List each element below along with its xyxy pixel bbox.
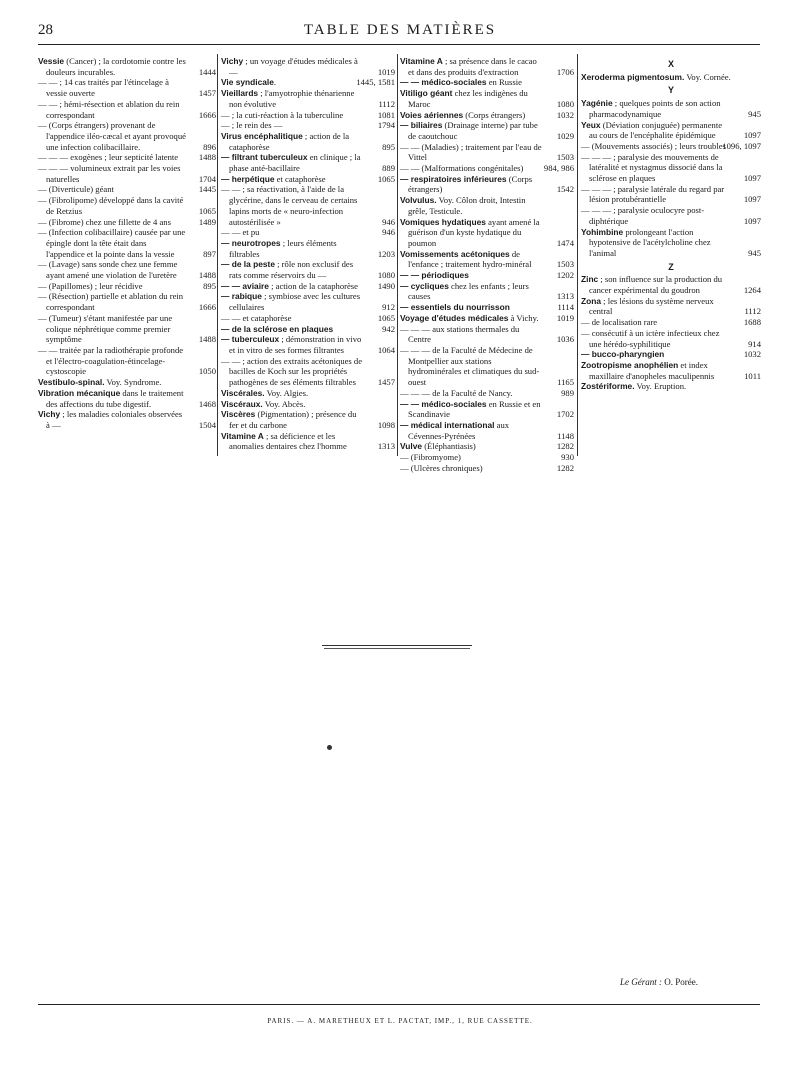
- index-entry: [581, 296, 761, 317]
- page-reference: 889: [382, 163, 395, 174]
- page-reference: 1011: [744, 370, 761, 381]
- entry-text: — — — de la Faculté de Nancy.: [400, 387, 513, 398]
- entry-heading: Voyage d'études médicales: [400, 312, 509, 323]
- page-reference: 1488: [198, 270, 216, 281]
- entry-heading: Vichy: [38, 409, 61, 420]
- page-reference: 1203: [377, 248, 395, 259]
- column-divider: [397, 54, 398, 456]
- page-reference: 1444: [198, 66, 216, 77]
- entry-text: — — — de la Faculté de Médecine de Montpellier aux stations hydrominérales et climatiques du sud-ouest: [400, 344, 540, 388]
- index-entry: [38, 281, 216, 292]
- page-reference: 930: [561, 452, 574, 463]
- page-reference: 1488: [198, 334, 216, 345]
- page-reference: 1688: [743, 317, 761, 328]
- entry-text: — — — volumineux extrait par les voies naturelles: [38, 163, 181, 184]
- header-rule: [38, 44, 760, 45]
- entry-heading: Vichy: [221, 56, 244, 66]
- entry-heading: Viscères: [221, 409, 256, 420]
- page-reference: 1666: [198, 302, 216, 313]
- index-entry: [400, 110, 574, 121]
- index-entry: [221, 88, 395, 109]
- page-number: 28: [38, 22, 53, 38]
- index-entry: [581, 141, 761, 152]
- entry-heading: Viscéraux.: [221, 398, 263, 409]
- entry-text: Voy. Abcès.: [262, 398, 306, 409]
- entry-text: — — ; action des extraits acétoniques de bacilles de Koch sur les propriétés pathogènes de ses éléments filtrables: [221, 355, 363, 388]
- page-reference: 1504: [198, 419, 216, 430]
- page-reference: 1468: [198, 398, 216, 409]
- entry-heading: Viscérales.: [221, 387, 265, 398]
- page-reference: 1503: [556, 259, 574, 270]
- page-reference: 1165: [557, 377, 574, 388]
- index-entry: [581, 349, 761, 360]
- index-column-2: [221, 56, 395, 452]
- index-entry: [221, 152, 395, 173]
- index-entry: [38, 409, 216, 430]
- entry-text: — — et cataphorèse: [221, 312, 292, 323]
- page-reference: 1114: [557, 302, 574, 313]
- entry-heading: — tuberculeux: [221, 334, 280, 345]
- page-reference: 1148: [557, 430, 574, 441]
- entry-heading: — essentiels du nourrisson: [400, 302, 510, 313]
- page-reference: 1457: [377, 377, 395, 388]
- entry-text: — — ; hémi-résection et ablation du rein correspondant: [38, 98, 180, 120]
- entry-text: Voy. Cornée.: [684, 71, 731, 82]
- page-reference: 1313: [377, 441, 395, 452]
- entry-text: ; quelques points de son action pharmacodynamique: [589, 98, 721, 119]
- letter-heading: X: [667, 59, 674, 69]
- page-reference: 1097: [743, 215, 761, 226]
- column-divider: [577, 54, 578, 456]
- entry-text: ; sa présence dans le cacao et dans des produits d'extraction: [408, 56, 537, 77]
- entry-text: (Corps étrangers): [408, 173, 533, 195]
- index-entry: [400, 142, 574, 163]
- page-reference: 912: [382, 302, 395, 313]
- index-column-1: [38, 56, 216, 431]
- entry-text: Voy. Algies.: [264, 387, 309, 398]
- letter-heading: Y: [667, 85, 674, 96]
- entry-text: chez les enfants ; leurs causes: [408, 280, 529, 302]
- page-reference: 1794: [377, 120, 395, 131]
- entry-text: — — ; sa réactivation, à l'aide de la glycérine, dans le cerveau de certains lapins morts de « neuro-infection autostérilisée »: [221, 184, 358, 227]
- entry-text: — — (Maladies) ; traitement par l'eau de Vittel: [400, 141, 542, 163]
- index-entry: [581, 381, 761, 392]
- entry-text: ; leurs éléments filtrables: [229, 237, 337, 259]
- entry-text: — (Mouvements associés) ; leurs troubles: [581, 140, 726, 151]
- index-entry: [400, 452, 574, 463]
- entry-text: (Corps étrangers): [463, 109, 526, 120]
- page-reference: 1313: [556, 291, 574, 302]
- entry-text: chez les indigènes du Maroc: [408, 88, 528, 109]
- index-column-3: [400, 56, 574, 473]
- index-entry: [38, 377, 216, 388]
- entry-heading: Virus encéphalitique: [221, 130, 303, 141]
- index-entry: [38, 120, 216, 152]
- entry-heading: — — périodiques: [400, 270, 469, 281]
- entry-text: (Pigmentation) ; présence du fer et du carbone: [229, 409, 357, 430]
- page-reference: 1202: [556, 270, 574, 281]
- index-entry: [400, 302, 574, 313]
- index-entry: [400, 270, 574, 281]
- entry-text: aux Cévennes-Pyrénées: [408, 419, 510, 441]
- letter-heading: Z: [668, 261, 674, 272]
- index-entry: [221, 291, 395, 312]
- entry-text: — ; la cuti-réaction à la tuberculine: [221, 109, 344, 120]
- entry-text: — (Fibrolipome) développé dans la cavité de Retzius: [38, 195, 184, 216]
- entry-heading: Voies aériennes: [400, 109, 464, 120]
- entry-text: de l'enfance ; traitement hydro-minéral: [408, 248, 532, 270]
- page-reference: 1081: [377, 109, 395, 120]
- entry-text: ; les lésions du système nerveux central: [589, 295, 714, 317]
- entry-heading: Xeroderma pigmentosum.: [581, 71, 685, 82]
- entry-text: — — ; 14 cas traités par l'étincelage à vessie ouverte: [38, 77, 169, 99]
- index-entry: [581, 98, 761, 119]
- index-entry: [221, 313, 395, 324]
- page-reference: 1032: [743, 349, 761, 360]
- index-entry: [38, 259, 216, 280]
- entry-text: — — — ; paralysie des mouvements de latéralité et nystagmus dissocié dans la sclérose en plaques: [581, 151, 723, 184]
- index-entry: [581, 184, 761, 205]
- entry-heading: — bucco-pharyngien: [581, 349, 665, 360]
- entry-text: en clinique ; la phase anté-bacillaire: [229, 152, 361, 174]
- page-reference: 1019: [377, 66, 395, 77]
- entry-text: ; un voyage d'études médicales à —: [229, 56, 358, 77]
- entry-text: (Déviation conjuguée) permanente au cours de l'encéphalite épidémique: [589, 119, 723, 141]
- entry-text: (Éléphantiasis): [422, 441, 476, 452]
- entry-text: ; l'amyotrophie thénarienne non évolutive: [229, 88, 355, 109]
- page-reference: 1065: [377, 173, 395, 184]
- entry-text: — — traitée par la radiothérapie profonde et l'électro-coagulation-étincelage-cystoscopie: [38, 344, 184, 377]
- gerant-label: Le Gérant :: [620, 977, 662, 987]
- page-reference: 1112: [378, 98, 395, 109]
- entry-heading: Vie syndicale: [221, 77, 274, 88]
- entry-text: ; action de la cataphorèse: [229, 130, 350, 152]
- index-entry: [38, 56, 216, 77]
- index-entry: [581, 205, 761, 226]
- entry-text: — (Papillomes) ; leur récidive: [38, 280, 143, 291]
- entry-text: (Drainage interne) par tube de caoutchouc: [408, 120, 538, 141]
- entry-heading: Yagénie: [581, 98, 613, 109]
- index-entry: [38, 313, 216, 345]
- index-entry: [400, 281, 574, 302]
- entry-heading: — — médico-sociales: [400, 398, 487, 409]
- index-entry: [581, 152, 761, 184]
- entry-text: — — — ; paralysie oculocyre post-diphtérique: [581, 205, 705, 226]
- page-reference: 1098: [377, 419, 395, 430]
- page-reference: 1474: [556, 237, 574, 248]
- entry-text: et index maxillaire d'anopheles maculipennis: [589, 359, 715, 381]
- entry-text: — — — aux stations thermales du Centre: [400, 323, 520, 345]
- entry-text: — (Lavage) sans sonde chez une femme ayant amené une violation de l'uretère: [38, 259, 178, 281]
- entry-heading: — filtrant tuberculeux: [221, 152, 308, 163]
- index-entry: [38, 217, 216, 228]
- index-entry: [38, 291, 216, 312]
- page-reference: 1702: [556, 409, 574, 420]
- entry-heading: Vitiligo géant: [400, 88, 453, 99]
- entry-heading: — neurotropes: [221, 237, 281, 248]
- page-reference: 914: [748, 338, 761, 349]
- page-reference: 895: [382, 141, 395, 152]
- index-entry: [400, 56, 574, 77]
- page-reference: 1666: [198, 109, 216, 120]
- entry-heading: — rabique: [221, 291, 262, 302]
- page-reference: 896: [203, 141, 216, 152]
- entry-text: — — (Malformations congénitales): [400, 163, 524, 174]
- page-reference: 1097: [743, 130, 761, 141]
- page-reference: 1490: [377, 280, 395, 291]
- entry-text: ; démonstration in vivo et in vitro de ses formes filtrantes: [229, 334, 362, 355]
- section-rule: [322, 645, 472, 646]
- index-entry: [400, 388, 574, 399]
- index-entry: [221, 77, 395, 88]
- index-entry: [400, 88, 574, 109]
- index-entry: [581, 120, 761, 141]
- page-reference: 1503: [556, 152, 574, 163]
- entry-heading: Zinc: [581, 274, 599, 285]
- entry-text: Voy. Eruption.: [634, 381, 687, 392]
- page-reference: 946: [382, 216, 395, 227]
- index-entry: [400, 217, 574, 249]
- entry-text: à Vichy.: [508, 312, 539, 323]
- page-title: TABLE DES MATIÈRES: [303, 22, 497, 38]
- entry-text: ; sa déficience et les anomalies dentaires chez l'homme: [229, 430, 347, 452]
- footer-rule: [38, 1004, 760, 1005]
- page-reference: 1488: [198, 152, 216, 163]
- index-entry: [400, 399, 574, 420]
- entry-heading: Vulve: [400, 441, 423, 452]
- index-entry: [221, 334, 395, 355]
- index-entry: [400, 324, 574, 345]
- entry-text: — — — ; paralysie latérale du regard par lésion protubérantielle: [581, 183, 725, 205]
- entry-text: — (Tumeur) s'étant manifestée par une colique néphrétique comme premier symptôme: [38, 312, 173, 345]
- entry-text: Voy. Syndrome.: [104, 377, 162, 388]
- page-reference: 1282: [556, 462, 574, 473]
- index-entry: [400, 420, 574, 441]
- page-reference: 1064: [377, 344, 395, 355]
- index-entry: [400, 249, 574, 270]
- index-entry: [221, 259, 395, 280]
- entry-text: — ; le rein des —: [221, 120, 283, 131]
- entry-heading: — médical international: [400, 419, 495, 430]
- page-reference: 1050: [198, 366, 216, 377]
- entry-text: ; son influence sur la production du cancer expérimental du goudron: [589, 274, 723, 296]
- index-entry: [581, 227, 761, 259]
- page-reference: 946: [382, 227, 395, 238]
- index-entry: [221, 409, 395, 430]
- index-entry: [221, 184, 395, 227]
- index-entry: [221, 227, 395, 238]
- index-entry: [38, 163, 216, 184]
- entry-heading: Vitamine A: [221, 430, 264, 441]
- gerant-signature: [620, 977, 698, 987]
- index-entry: [38, 184, 216, 195]
- entry-text: — (Ulcères chroniques): [400, 462, 483, 473]
- page-reference: 1080: [377, 270, 395, 281]
- entry-heading: — de la sclérose en plaques: [221, 323, 334, 334]
- page-reference: 1542: [556, 184, 574, 195]
- index-entry: [581, 360, 761, 381]
- entry-text: dans le traitement des affections du tube digestif.: [46, 387, 184, 409]
- entry-text: — — et pu: [221, 227, 260, 238]
- entry-heading: Vomiques hydatiques: [400, 216, 486, 227]
- entry-heading: Zostériforme.: [581, 381, 635, 392]
- index-entry: [221, 238, 395, 259]
- index-entry: [400, 313, 574, 324]
- entry-text: prolongeant l'action hypotensive de l'acétylcholine chez l'animal: [589, 226, 711, 258]
- index-entry: [400, 463, 574, 474]
- entry-heading: — biliaires: [400, 120, 443, 131]
- index-entry: [400, 120, 574, 141]
- entry-heading: Vibration mécanique: [38, 387, 121, 398]
- index-entry: [400, 345, 574, 388]
- entry-text: en Russie et en Scandinavie: [408, 398, 541, 420]
- index-entry: [221, 174, 395, 185]
- entry-heading: Vieillards: [221, 88, 259, 99]
- entry-heading: — herpétique: [221, 173, 275, 184]
- page-reference: 945: [748, 247, 761, 258]
- entry-text: ayant amené la guérison d'un kyste hydatique du poumon: [408, 216, 540, 248]
- index-entry: [400, 174, 574, 195]
- printer-imprint: PARIS. — A. MARETHEUX ET L. PACTAT, IMP., 1, RUE CASSETTE.: [267, 1017, 533, 1025]
- index-entry: [221, 399, 395, 410]
- page-reference: 1704: [198, 173, 216, 184]
- index-entry: [581, 72, 761, 83]
- index-entry: [400, 163, 574, 174]
- entry-text: — (Fibrome) chez une fillette de 4 ans: [38, 216, 171, 227]
- page-reference: 1445: [198, 184, 216, 195]
- page-reference: 1457: [198, 88, 216, 99]
- index-entry: [221, 56, 395, 77]
- entry-text: — (Fibromyome): [400, 452, 461, 463]
- index-entry: [221, 388, 395, 399]
- entry-heading: Yohimbine: [581, 226, 624, 237]
- entry-text: — (Résection) partielle et ablation du rein correspondant: [38, 291, 184, 313]
- entry-text: (Cancer) ; la cordotomie contre les douleurs incurables.: [46, 56, 186, 77]
- entry-heading: Zona: [581, 295, 602, 306]
- index-entry: [400, 77, 574, 88]
- index-entry: [400, 441, 574, 452]
- entry-text: ; action de la cataphorèse: [268, 280, 358, 291]
- page-reference: 1097: [743, 173, 761, 184]
- index-entry: [38, 345, 216, 377]
- gerant-name: O. Porée.: [664, 977, 698, 987]
- entry-heading: Yeux: [581, 119, 601, 130]
- entry-heading: Zootropisme anophélien: [581, 359, 679, 370]
- page-reference: 1080: [556, 98, 574, 109]
- page-reference: 1032: [556, 109, 574, 120]
- index-entry: [581, 328, 761, 349]
- index-entry: [38, 77, 216, 98]
- entry-text: et cataphorèse: [274, 173, 326, 184]
- entry-text: ; symbiose avec les cultures cellulaires: [229, 291, 361, 313]
- index-entry: [38, 227, 216, 259]
- entry-heading: Volvulus.: [400, 195, 437, 206]
- index-entry: [221, 324, 395, 335]
- ink-spot: [327, 745, 332, 750]
- page-reference: 1029: [556, 130, 574, 141]
- index-entry: [221, 431, 395, 452]
- index-entry: [38, 195, 216, 216]
- index-entry: [581, 317, 761, 328]
- index-entry: [38, 99, 216, 120]
- index-entry: [38, 388, 216, 409]
- index-entry: [221, 120, 395, 131]
- entry-heading: Vitamine A: [400, 56, 443, 66]
- page-reference: 1282: [556, 441, 574, 452]
- index-entry: [400, 195, 574, 216]
- column-divider: [217, 54, 218, 456]
- page-reference: 1096, 1097: [722, 140, 761, 151]
- index-entry: [221, 131, 395, 152]
- page-reference: 1065: [198, 205, 216, 216]
- entry-heading: — — aviaire: [221, 280, 269, 291]
- entry-text: — (Diverticule) géant: [38, 184, 114, 195]
- page-reference: 1264: [743, 285, 761, 296]
- entry-text: — (Corps étrangers) provenant de l'appendice iléo-cæcal et ayant provoqué une infection colibacillaire.: [38, 120, 186, 152]
- page-reference: 1112: [744, 306, 761, 317]
- page-reference: 984, 986: [543, 163, 574, 174]
- entry-heading: Vessie: [38, 56, 65, 66]
- page-reference: 1097: [743, 194, 761, 205]
- entry-heading: — de la peste: [221, 259, 275, 270]
- page-reference: 897: [203, 248, 216, 259]
- entry-text: .: [273, 77, 277, 88]
- index-column-4: [581, 56, 761, 392]
- index-entry: [221, 356, 395, 388]
- entry-heading: — cycliques: [400, 280, 449, 291]
- page-reference: 1019: [556, 312, 574, 323]
- page-reference: 1706: [556, 66, 574, 77]
- index-entry: [38, 152, 216, 163]
- index-entry: [221, 110, 395, 121]
- entry-text: ; rôle non exclusif des rats comme réservoirs du —: [229, 259, 354, 281]
- page-reference: 945: [748, 108, 761, 119]
- page-reference: 895: [203, 280, 216, 291]
- entry-heading: — — médico-sociales: [400, 77, 487, 88]
- entry-text: — consécutif à un ictère infectieux chez une hérédo-syphilitique: [581, 327, 720, 349]
- page-reference: 1445, 1581: [356, 77, 395, 88]
- index-entry: [581, 274, 761, 295]
- page-reference: 1036: [556, 334, 574, 345]
- entry-text: — — — exogènes ; leur septicité latente: [38, 152, 179, 163]
- page-reference: 1489: [198, 216, 216, 227]
- entry-text: — de localisation rare: [581, 317, 658, 328]
- page-reference: 942: [382, 323, 395, 334]
- entry-text: Voy. Côlon droit, Intestin grêle, Testicule.: [408, 195, 526, 216]
- index-entry: [221, 281, 395, 292]
- entry-heading: Vomissements acétoniques: [400, 248, 510, 259]
- entry-heading: — respiratoires inférieures: [400, 173, 507, 184]
- entry-text: ; les maladies coloniales observées à —: [46, 409, 183, 430]
- entry-text: en Russie: [486, 77, 522, 88]
- page-reference: 1065: [377, 312, 395, 323]
- page-reference: 989: [561, 387, 574, 398]
- entry-text: — (Infection colibacillaire) causée par une épingle dont la tête était dans l'appendice et la pointe dans la vessie: [38, 227, 186, 259]
- section-rule: [324, 648, 470, 649]
- entry-heading: Vestibulo-spinal.: [38, 377, 105, 388]
